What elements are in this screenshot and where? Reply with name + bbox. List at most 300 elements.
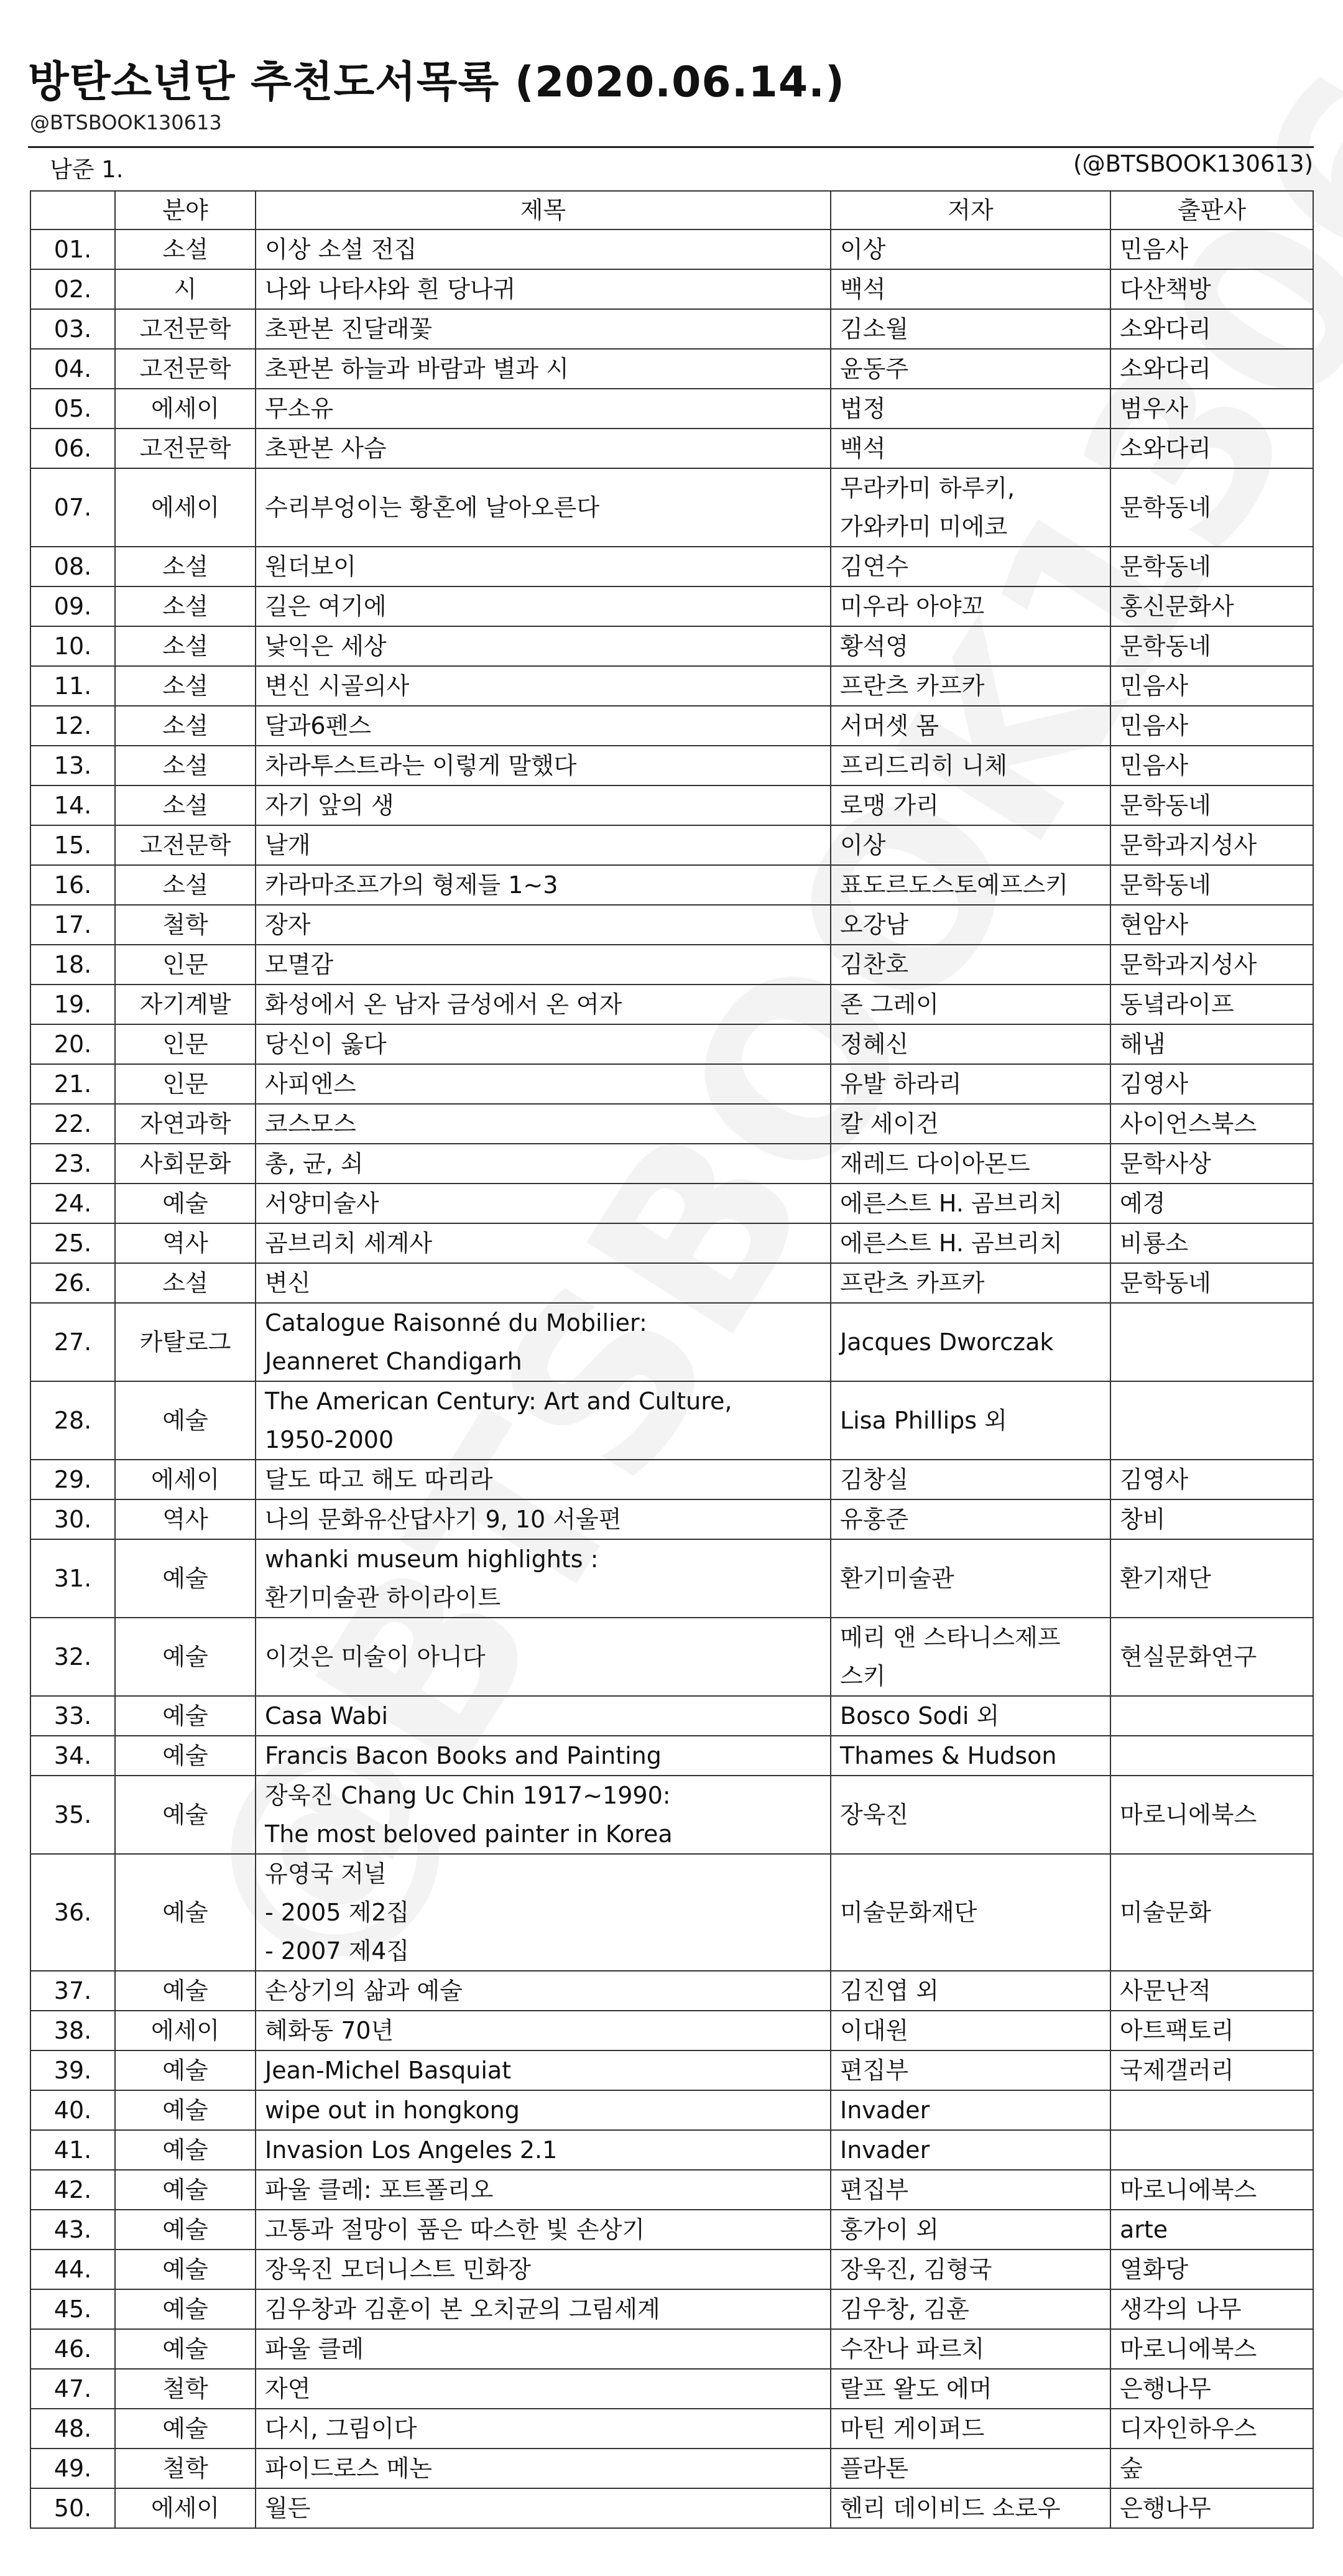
row-author: 장욱진 xyxy=(831,1776,1110,1854)
page-title: 방탄소년단 추천도서목록 (2020.06.14.) xyxy=(28,58,846,107)
row-publisher: 국제갤러리 xyxy=(1110,2050,1313,2090)
row-category: 에세이 xyxy=(115,1460,256,1499)
row-category: 에세이 xyxy=(115,468,256,547)
row-number: 38. xyxy=(30,2011,115,2050)
twitter-handle: @BTSBOOK130613 xyxy=(30,111,222,134)
row-publisher: 민음사 xyxy=(1110,706,1313,746)
row-category: 철학 xyxy=(115,2369,256,2409)
row-author: 재레드 다이아몬드 xyxy=(831,1144,1110,1184)
row-number: 08. xyxy=(30,547,115,586)
table-row xyxy=(30,269,1313,309)
row-title: 낯익은 세상 xyxy=(256,626,831,666)
row-number: 01. xyxy=(30,229,115,269)
row-category: 고전문학 xyxy=(115,429,256,468)
row-title: 다시, 그림이다 xyxy=(256,2409,831,2449)
table-row xyxy=(30,2011,1313,2050)
row-category: 예술 xyxy=(115,1184,256,1223)
table-row xyxy=(30,2170,1313,2210)
row-title: whanki museum highlights : 환기미술관 하이라이트 xyxy=(256,1539,831,1618)
row-category: 소설 xyxy=(115,547,256,586)
row-number: 29. xyxy=(30,1460,115,1499)
row-number: 11. xyxy=(30,666,115,706)
table-row xyxy=(30,2050,1313,2090)
table-row xyxy=(30,706,1313,746)
row-title: 이것은 미술이 아니다 xyxy=(256,1618,831,1696)
row-publisher: 문학과지성사 xyxy=(1110,825,1313,865)
row-publisher: 문학동네 xyxy=(1110,1263,1313,1303)
row-number: 07. xyxy=(30,468,115,547)
row-category: 예술 xyxy=(115,1381,256,1460)
row-title: 고통과 절망이 품은 따스한 빛 손상기 xyxy=(256,2210,831,2249)
row-publisher: 창비 xyxy=(1110,1499,1313,1539)
row-title: 모멸감 xyxy=(256,945,831,985)
row-number: 41. xyxy=(30,2130,115,2170)
row-publisher: 민음사 xyxy=(1110,666,1313,706)
row-title: Catalogue Raisonné du Mobilier: Jeanneret Chandigarh xyxy=(256,1303,831,1381)
row-number: 33. xyxy=(30,1696,115,1736)
row-category: 예술 xyxy=(115,2329,256,2369)
table-row xyxy=(30,349,1313,389)
table-row xyxy=(30,746,1313,785)
row-number: 10. xyxy=(30,626,115,666)
row-number: 04. xyxy=(30,349,115,389)
row-title: 자기 앞의 생 xyxy=(256,785,831,825)
row-author: Thames & Hudson xyxy=(831,1736,1110,1776)
row-title: 초판본 진달래꽃 xyxy=(256,309,831,349)
row-author: 프란츠 카프카 xyxy=(831,666,1110,706)
table-row xyxy=(30,1303,1313,1381)
row-author: 유발 하라리 xyxy=(831,1064,1110,1104)
row-title: 파울 클레 xyxy=(256,2329,831,2369)
row-title: 변신 xyxy=(256,1263,831,1303)
row-publisher: 김영사 xyxy=(1110,1064,1313,1104)
row-title: The American Century: Art and Culture, 1950-2000 xyxy=(256,1381,831,1460)
row-category: 예술 xyxy=(115,1854,256,1971)
table-row xyxy=(30,1460,1313,1499)
row-category: 소설 xyxy=(115,229,256,269)
row-number: 50. xyxy=(30,2488,115,2528)
table-row xyxy=(30,309,1313,349)
row-category: 예술 xyxy=(115,1539,256,1618)
table-row xyxy=(30,1854,1313,1971)
table-row xyxy=(30,2449,1313,2488)
row-category: 소설 xyxy=(115,865,256,905)
row-category: 에세이 xyxy=(115,2488,256,2528)
row-category: 예술 xyxy=(115,2289,256,2329)
row-number: 46. xyxy=(30,2329,115,2369)
row-author: 존 그레이 xyxy=(831,985,1110,1024)
row-title: 혜화동 70년 xyxy=(256,2011,831,2050)
row-publisher: 문학사상 xyxy=(1110,1144,1313,1184)
row-category: 카탈로그 xyxy=(115,1303,256,1381)
row-title: Casa Wabi xyxy=(256,1696,831,1736)
table-row xyxy=(30,905,1313,945)
row-category: 에세이 xyxy=(115,389,256,429)
table-row xyxy=(30,1696,1313,1736)
row-author: 백석 xyxy=(831,429,1110,468)
row-author: 서머셋 몸 xyxy=(831,706,1110,746)
row-publisher: 김영사 xyxy=(1110,1460,1313,1499)
row-author: Bosco Sodi 외 xyxy=(831,1696,1110,1736)
table-row xyxy=(30,1381,1313,1460)
row-title: 파이드로스 메논 xyxy=(256,2449,831,2488)
row-title: 손상기의 삶과 예술 xyxy=(256,1971,831,2011)
row-category: 소설 xyxy=(115,626,256,666)
row-category: 예술 xyxy=(115,2170,256,2210)
row-publisher xyxy=(1110,1736,1313,1776)
row-title: 서양미술사 xyxy=(256,1184,831,1223)
row-author: 김연수 xyxy=(831,547,1110,586)
row-title: 총, 균, 쇠 xyxy=(256,1144,831,1184)
table-row xyxy=(30,1223,1313,1263)
row-title: 장욱진 모더니스트 민화장 xyxy=(256,2249,831,2289)
row-number: 13. xyxy=(30,746,115,785)
table-row xyxy=(30,1104,1313,1144)
row-author: 프란츠 카프카 xyxy=(831,1263,1110,1303)
table-row xyxy=(30,2409,1313,2449)
row-number: 34. xyxy=(30,1736,115,1776)
row-category: 자기계발 xyxy=(115,985,256,1024)
row-author: 환기미술관 xyxy=(831,1539,1110,1618)
row-category: 예술 xyxy=(115,1776,256,1854)
row-title: 무소유 xyxy=(256,389,831,429)
row-author: Jacques Dworczak xyxy=(831,1303,1110,1381)
table-row xyxy=(30,626,1313,666)
row-title: 월든 xyxy=(256,2488,831,2528)
row-number: 27. xyxy=(30,1303,115,1381)
row-author: 미우라 아야꼬 xyxy=(831,586,1110,626)
row-publisher: 마로니에북스 xyxy=(1110,1776,1313,1854)
row-author: Lisa Phillips 외 xyxy=(831,1381,1110,1460)
row-number: 35. xyxy=(30,1776,115,1854)
row-author: 마틴 게이퍼드 xyxy=(831,2409,1110,2449)
row-number: 36. xyxy=(30,1854,115,1971)
row-number: 47. xyxy=(30,2369,115,2409)
row-author: Invader xyxy=(831,2130,1110,2170)
table-row xyxy=(30,2210,1313,2249)
row-author: 메리 앤 스타니스제프 스키 xyxy=(831,1618,1110,1696)
row-title: 이상 소설 전집 xyxy=(256,229,831,269)
row-publisher: 소와다리 xyxy=(1110,349,1313,389)
row-category: 고전문학 xyxy=(115,825,256,865)
row-publisher: 문학동네 xyxy=(1110,785,1313,825)
row-title: 카라마조프가의 형제들 1~3 xyxy=(256,865,831,905)
row-publisher: 은행나무 xyxy=(1110,2488,1313,2528)
row-author: 표도르도스토예프스키 xyxy=(831,865,1110,905)
table-row xyxy=(30,1776,1313,1854)
table-body xyxy=(30,229,1313,2528)
row-author: 수잔나 파르치 xyxy=(831,2329,1110,2369)
row-category: 예술 xyxy=(115,1696,256,1736)
row-publisher: 디자인하우스 xyxy=(1110,2409,1313,2449)
table-row xyxy=(30,785,1313,825)
row-title: 초판본 사슴 xyxy=(256,429,831,468)
row-author: 플라톤 xyxy=(831,2449,1110,2488)
table-row xyxy=(30,229,1313,269)
table-row xyxy=(30,2130,1313,2170)
row-title: 날개 xyxy=(256,825,831,865)
row-title: 파울 클레: 포트폴리오 xyxy=(256,2170,831,2210)
row-number: 37. xyxy=(30,1971,115,2011)
row-publisher: 예경 xyxy=(1110,1184,1313,1223)
row-publisher: 소와다리 xyxy=(1110,309,1313,349)
row-title: 사피엔스 xyxy=(256,1064,831,1104)
row-publisher: 생각의 나무 xyxy=(1110,2289,1313,2329)
row-category: 예술 xyxy=(115,2210,256,2249)
column-header-author: 저자 xyxy=(831,191,1110,229)
row-category: 역사 xyxy=(115,1499,256,1539)
table-row xyxy=(30,1971,1313,2011)
row-author: 편집부 xyxy=(831,2170,1110,2210)
table-row xyxy=(30,1144,1313,1184)
row-category: 소설 xyxy=(115,666,256,706)
row-author: Invader xyxy=(831,2090,1110,2130)
row-publisher: 현실문화연구 xyxy=(1110,1618,1313,1696)
row-category: 소설 xyxy=(115,785,256,825)
row-number: 15. xyxy=(30,825,115,865)
row-number: 32. xyxy=(30,1618,115,1696)
row-author: 에른스트 H. 곰브리치 xyxy=(831,1223,1110,1263)
row-title: 변신 시골의사 xyxy=(256,666,831,706)
row-category: 인문 xyxy=(115,945,256,985)
table-row xyxy=(30,389,1313,429)
row-author: 로맹 가리 xyxy=(831,785,1110,825)
row-author: 김찬호 xyxy=(831,945,1110,985)
row-number: 14. xyxy=(30,785,115,825)
row-category: 자연과학 xyxy=(115,1104,256,1144)
row-author: 에른스트 H. 곰브리치 xyxy=(831,1184,1110,1223)
row-category: 예술 xyxy=(115,2050,256,2090)
row-author: 백석 xyxy=(831,269,1110,309)
row-author: 윤동주 xyxy=(831,349,1110,389)
row-category: 인문 xyxy=(115,1064,256,1104)
row-author: 홍가이 외 xyxy=(831,2210,1110,2249)
row-number: 39. xyxy=(30,2050,115,2090)
row-author: 편집부 xyxy=(831,2050,1110,2090)
row-publisher xyxy=(1110,1303,1313,1381)
row-title: 김우창과 김훈이 본 오치균의 그림세계 xyxy=(256,2289,831,2329)
row-number: 42. xyxy=(30,2170,115,2210)
row-number: 43. xyxy=(30,2210,115,2249)
row-publisher: 사이언스북스 xyxy=(1110,1104,1313,1144)
table-row xyxy=(30,2329,1313,2369)
row-title: 달과6펜스 xyxy=(256,706,831,746)
row-title: 당신이 옳다 xyxy=(256,1024,831,1064)
row-publisher: 환기재단 xyxy=(1110,1539,1313,1618)
row-number: 05. xyxy=(30,389,115,429)
row-author: 이상 xyxy=(831,825,1110,865)
row-number: 06. xyxy=(30,429,115,468)
table-row xyxy=(30,1024,1313,1064)
row-category: 소설 xyxy=(115,1263,256,1303)
row-publisher: 마로니에북스 xyxy=(1110,2170,1313,2210)
row-category: 예술 xyxy=(115,2409,256,2449)
row-publisher xyxy=(1110,1381,1313,1460)
row-author: 법정 xyxy=(831,389,1110,429)
row-category: 예술 xyxy=(115,1618,256,1696)
row-number: 02. xyxy=(30,269,115,309)
table-row xyxy=(30,2249,1313,2289)
row-number: 12. xyxy=(30,706,115,746)
row-category: 철학 xyxy=(115,905,256,945)
row-number: 25. xyxy=(30,1223,115,1263)
row-number: 44. xyxy=(30,2249,115,2289)
row-author: 무라카미 하루키, 가와카미 미에코 xyxy=(831,468,1110,547)
row-publisher: 마로니에북스 xyxy=(1110,2329,1313,2369)
row-category: 소설 xyxy=(115,706,256,746)
row-title: 자연 xyxy=(256,2369,831,2409)
table-row xyxy=(30,1064,1313,1104)
table-row xyxy=(30,1499,1313,1539)
row-number: 17. xyxy=(30,905,115,945)
row-author: 정혜신 xyxy=(831,1024,1110,1064)
row-publisher: 민음사 xyxy=(1110,229,1313,269)
row-number: 49. xyxy=(30,2449,115,2488)
row-publisher: 문학동네 xyxy=(1110,547,1313,586)
table-row xyxy=(30,865,1313,905)
row-title: 유영국 저널 - 2005 제2집 - 2007 제4집 xyxy=(256,1854,831,1971)
row-publisher: 은행나무 xyxy=(1110,2369,1313,2409)
row-title: Jean-Michel Basquiat xyxy=(256,2050,831,2090)
row-title: 화성에서 온 남자 금성에서 온 여자 xyxy=(256,985,831,1024)
row-publisher: 숲 xyxy=(1110,2449,1313,2488)
row-category: 역사 xyxy=(115,1223,256,1263)
list-section-handle: (@BTSBOOK130613) xyxy=(1073,151,1313,177)
row-number: 20. xyxy=(30,1024,115,1064)
book-list-table xyxy=(30,190,1314,2529)
row-author: 미술문화재단 xyxy=(831,1854,1110,1971)
column-header-title: 제목 xyxy=(256,191,831,229)
row-title: Francis Bacon Books and Painting xyxy=(256,1736,831,1776)
column-header-category: 분야 xyxy=(115,191,256,229)
row-category: 예술 xyxy=(115,1736,256,1776)
row-author: 유홍준 xyxy=(831,1499,1110,1539)
row-publisher: 문학동네 xyxy=(1110,626,1313,666)
row-category: 시 xyxy=(115,269,256,309)
row-publisher xyxy=(1110,1696,1313,1736)
table-row xyxy=(30,945,1313,985)
row-publisher: 해냄 xyxy=(1110,1024,1313,1064)
row-publisher: 민음사 xyxy=(1110,746,1313,785)
row-title: 원더보이 xyxy=(256,547,831,586)
row-author: 헨리 데이비드 소로우 xyxy=(831,2488,1110,2528)
row-author: 김창실 xyxy=(831,1460,1110,1499)
row-title: wipe out in hongkong xyxy=(256,2090,831,2130)
table-row xyxy=(30,1618,1313,1696)
row-category: 에세이 xyxy=(115,2011,256,2050)
row-author: 오강남 xyxy=(831,905,1110,945)
row-publisher: 소와다리 xyxy=(1110,429,1313,468)
row-title: 나와 나타샤와 흰 당나귀 xyxy=(256,269,831,309)
row-title: 차라투스트라는 이렇게 말했다 xyxy=(256,746,831,785)
row-category: 예술 xyxy=(115,1971,256,2011)
table-row xyxy=(30,2289,1313,2329)
row-publisher: 범우사 xyxy=(1110,389,1313,429)
row-number: 26. xyxy=(30,1263,115,1303)
table-row xyxy=(30,468,1313,547)
header-divider xyxy=(28,146,1314,148)
row-publisher: 비룡소 xyxy=(1110,1223,1313,1263)
table-header-row xyxy=(30,191,1313,229)
row-publisher: 현암사 xyxy=(1110,905,1313,945)
table-row xyxy=(30,429,1313,468)
row-publisher: 사문난적 xyxy=(1110,1971,1313,2011)
row-title: 초판본 하늘과 바람과 별과 시 xyxy=(256,349,831,389)
row-publisher: 홍신문화사 xyxy=(1110,586,1313,626)
row-author: 황석영 xyxy=(831,626,1110,666)
row-author: 김소월 xyxy=(831,309,1110,349)
row-author: 김우창, 김훈 xyxy=(831,2289,1110,2329)
row-category: 사회문화 xyxy=(115,1144,256,1184)
row-category: 철학 xyxy=(115,2449,256,2488)
row-publisher: 동녘라이프 xyxy=(1110,985,1313,1024)
row-number: 21. xyxy=(30,1064,115,1104)
row-author: 프리드리히 니체 xyxy=(831,746,1110,785)
row-number: 22. xyxy=(30,1104,115,1144)
row-title: 달도 따고 해도 따리라 xyxy=(256,1460,831,1499)
table-row xyxy=(30,1736,1313,1776)
table-row xyxy=(30,2090,1313,2130)
table-row xyxy=(30,2369,1313,2409)
row-author: 랄프 왈도 에머 xyxy=(831,2369,1110,2409)
row-author: 칼 세이건 xyxy=(831,1104,1110,1144)
table-row xyxy=(30,1539,1313,1618)
row-number: 23. xyxy=(30,1144,115,1184)
row-number: 24. xyxy=(30,1184,115,1223)
row-publisher: 문학동네 xyxy=(1110,865,1313,905)
list-section-label: 남준 1. xyxy=(50,156,124,183)
row-title: 장자 xyxy=(256,905,831,945)
row-category: 소설 xyxy=(115,586,256,626)
row-number: 48. xyxy=(30,2409,115,2449)
row-category: 소설 xyxy=(115,746,256,785)
row-number: 28. xyxy=(30,1381,115,1460)
table-row xyxy=(30,985,1313,1024)
column-header-number xyxy=(30,191,115,229)
row-publisher: 다산책방 xyxy=(1110,269,1313,309)
row-title: Invasion Los Angeles 2.1 xyxy=(256,2130,831,2170)
row-category: 예술 xyxy=(115,2249,256,2289)
table-row xyxy=(30,2488,1313,2528)
row-publisher: 문학동네 xyxy=(1110,468,1313,547)
row-title: 곰브리치 세계사 xyxy=(256,1223,831,1263)
table-row xyxy=(30,1263,1313,1303)
row-author: 이대원 xyxy=(831,2011,1110,2050)
table-row xyxy=(30,1184,1313,1223)
row-title: 코스모스 xyxy=(256,1104,831,1144)
row-category: 고전문학 xyxy=(115,309,256,349)
row-publisher: arte xyxy=(1110,2210,1313,2249)
row-category: 예술 xyxy=(115,2090,256,2130)
row-category: 고전문학 xyxy=(115,349,256,389)
table-row xyxy=(30,586,1313,626)
row-publisher xyxy=(1110,2130,1313,2170)
row-category: 예술 xyxy=(115,2130,256,2170)
table-row xyxy=(30,825,1313,865)
row-number: 30. xyxy=(30,1499,115,1539)
row-author: 이상 xyxy=(831,229,1110,269)
row-publisher xyxy=(1110,2090,1313,2130)
row-number: 40. xyxy=(30,2090,115,2130)
row-publisher: 열화당 xyxy=(1110,2249,1313,2289)
column-header-publisher: 출판사 xyxy=(1110,191,1313,229)
row-author: 장욱진, 김형국 xyxy=(831,2249,1110,2289)
row-publisher: 미술문화 xyxy=(1110,1854,1313,1971)
row-title: 장욱진 Chang Uc Chin 1917~1990: The most beloved painter in Korea xyxy=(256,1776,831,1854)
row-number: 31. xyxy=(30,1539,115,1618)
row-number: 18. xyxy=(30,945,115,985)
table-row xyxy=(30,547,1313,586)
